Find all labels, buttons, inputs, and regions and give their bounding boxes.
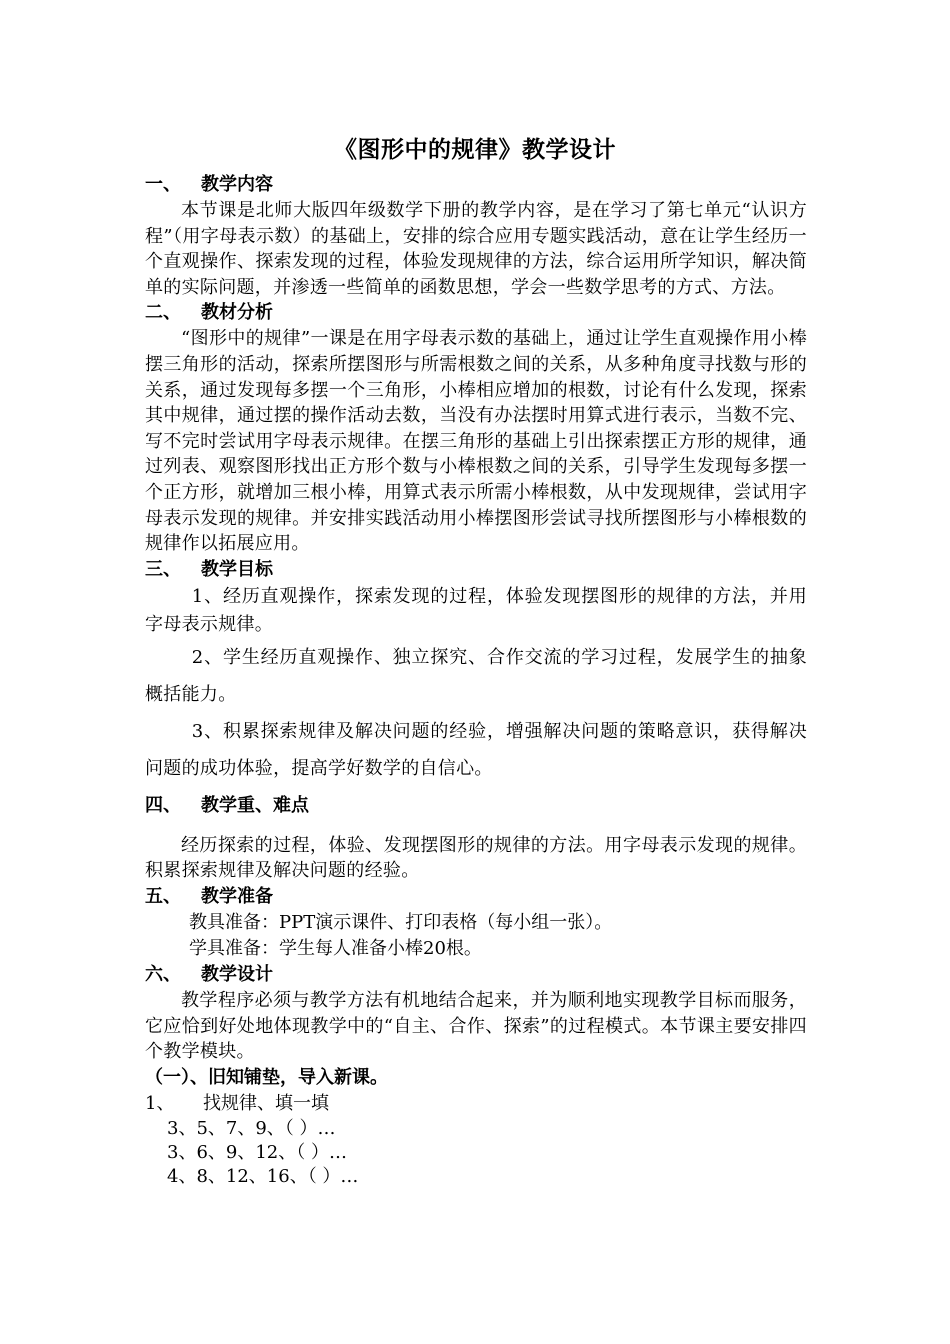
section-title: 教学准备 <box>201 885 273 907</box>
section-title: 教学重、难点 <box>201 794 309 816</box>
task-line <box>145 1091 807 1117</box>
document-title: 《图形中的规律》教学设计 <box>334 137 616 163</box>
section-heading-3 <box>145 557 807 583</box>
section-title: 教学目标 <box>201 558 273 580</box>
section-heading-5 <box>145 884 807 910</box>
section-paragraph: 本节课是北师大版四年级数学下册的教学内容，是在学习了第七单元“认识方程”（用字母表示数）的基础上，安排的综合应用专题实践活动，意在让学生经历一个直观操作、探索发现的过程，体验发现规律的方法，综合运用所学知识，解决简单的实际问题，并渗透一些简单的函数思想，学会一些数学思考的方式、方法。 <box>145 200 807 298</box>
number-sequence: 3、6、9、12、（ ）… <box>167 1141 347 1163</box>
section-heading-2 <box>145 300 807 326</box>
section-paragraph: 经历探索的过程，体验、发现摆图形的规律的方法。用字母表示发现的规律。积累探索规律及解决问题的经验。 <box>145 834 807 882</box>
section-title: 教材分析 <box>201 302 273 324</box>
section-number: 三、 <box>145 558 181 580</box>
task-number: 1、 <box>145 1092 175 1114</box>
teaching-prep-item: 教具准备：PPT演示课件、打印表格（每小组一张）。 <box>189 911 613 933</box>
section-title: 教学设计 <box>201 963 273 985</box>
module-heading: （一）、旧知铺垫，导入新课。 <box>145 1066 388 1088</box>
section-heading-1 <box>145 172 807 198</box>
section-number: 二、 <box>145 302 181 324</box>
number-sequence: 4、8、12、16、（ ）… <box>167 1165 359 1187</box>
section-paragraph: “图形中的规律”一课是在用字母表示数的基础上，通过让学生直观操作用小棒摆三角形的活动，探索所摆图形与所需根数之间的关系，从多种角度寻找数与形的关系，通过发现每多摆一个三角形，小棒相应增加的根数，讨论有什么发现，探索其中规律，通过摆的操作活动去数，当没有办法摆时用算式进行表示，当数不完、写不完时尝试用字母表示规律。在摆三角形的基础上引出探索摆正方形的规律，通过列表、观察图形找出正方形个数与小棒根数之间的关系，引导学生发现每多摆一个正方形，就增加三根小棒，用算式表示所需小棒根数，从中发现规律，尝试用字母表示发现的规律。并安排实践活动用小棒摆图形尝试寻找所摆图形与小棒根数的规律作以拓展应用。 <box>145 328 807 555</box>
document-body <box>145 172 807 1189</box>
number-sequence: 3、5、7、9、（ ）… <box>167 1117 336 1139</box>
section-heading-4 <box>145 793 807 819</box>
section-number: 五、 <box>145 885 181 907</box>
teaching-goal: 1、经历直观操作，探索发现的过程，体验发现摆图形的规律的方法，并用字母表示规律。 <box>145 585 807 635</box>
teaching-goal: 3、积累探索规律及解决问题的经验，增强解决问题的策略意识，获得解决问题的成功体验，提高学好数学的自信心。 <box>145 720 807 779</box>
teaching-goal: 2、学生经历直观操作、独立探究、合作交流的学习过程，发展学生的抽象概括能力。 <box>145 646 807 705</box>
teaching-prep-item: 学具准备：学生每人准备小棒20根。 <box>189 937 482 959</box>
task-label: 找规律、填一填 <box>203 1092 329 1114</box>
section-number: 一、 <box>145 174 181 195</box>
section-number: 六、 <box>145 963 181 985</box>
section-heading-6 <box>145 962 807 988</box>
section-number: 四、 <box>145 794 181 816</box>
section-paragraph: 教学程序必须与教学方法有机地结合起来，并为顺利地实现教学目标而服务，它应恰到好处地体现教学中的“自主、合作、探索”的过程模式。本节课主要安排四个教学模块。 <box>145 989 807 1063</box>
spacer <box>145 819 807 833</box>
section-title: 教学内容 <box>201 174 273 195</box>
